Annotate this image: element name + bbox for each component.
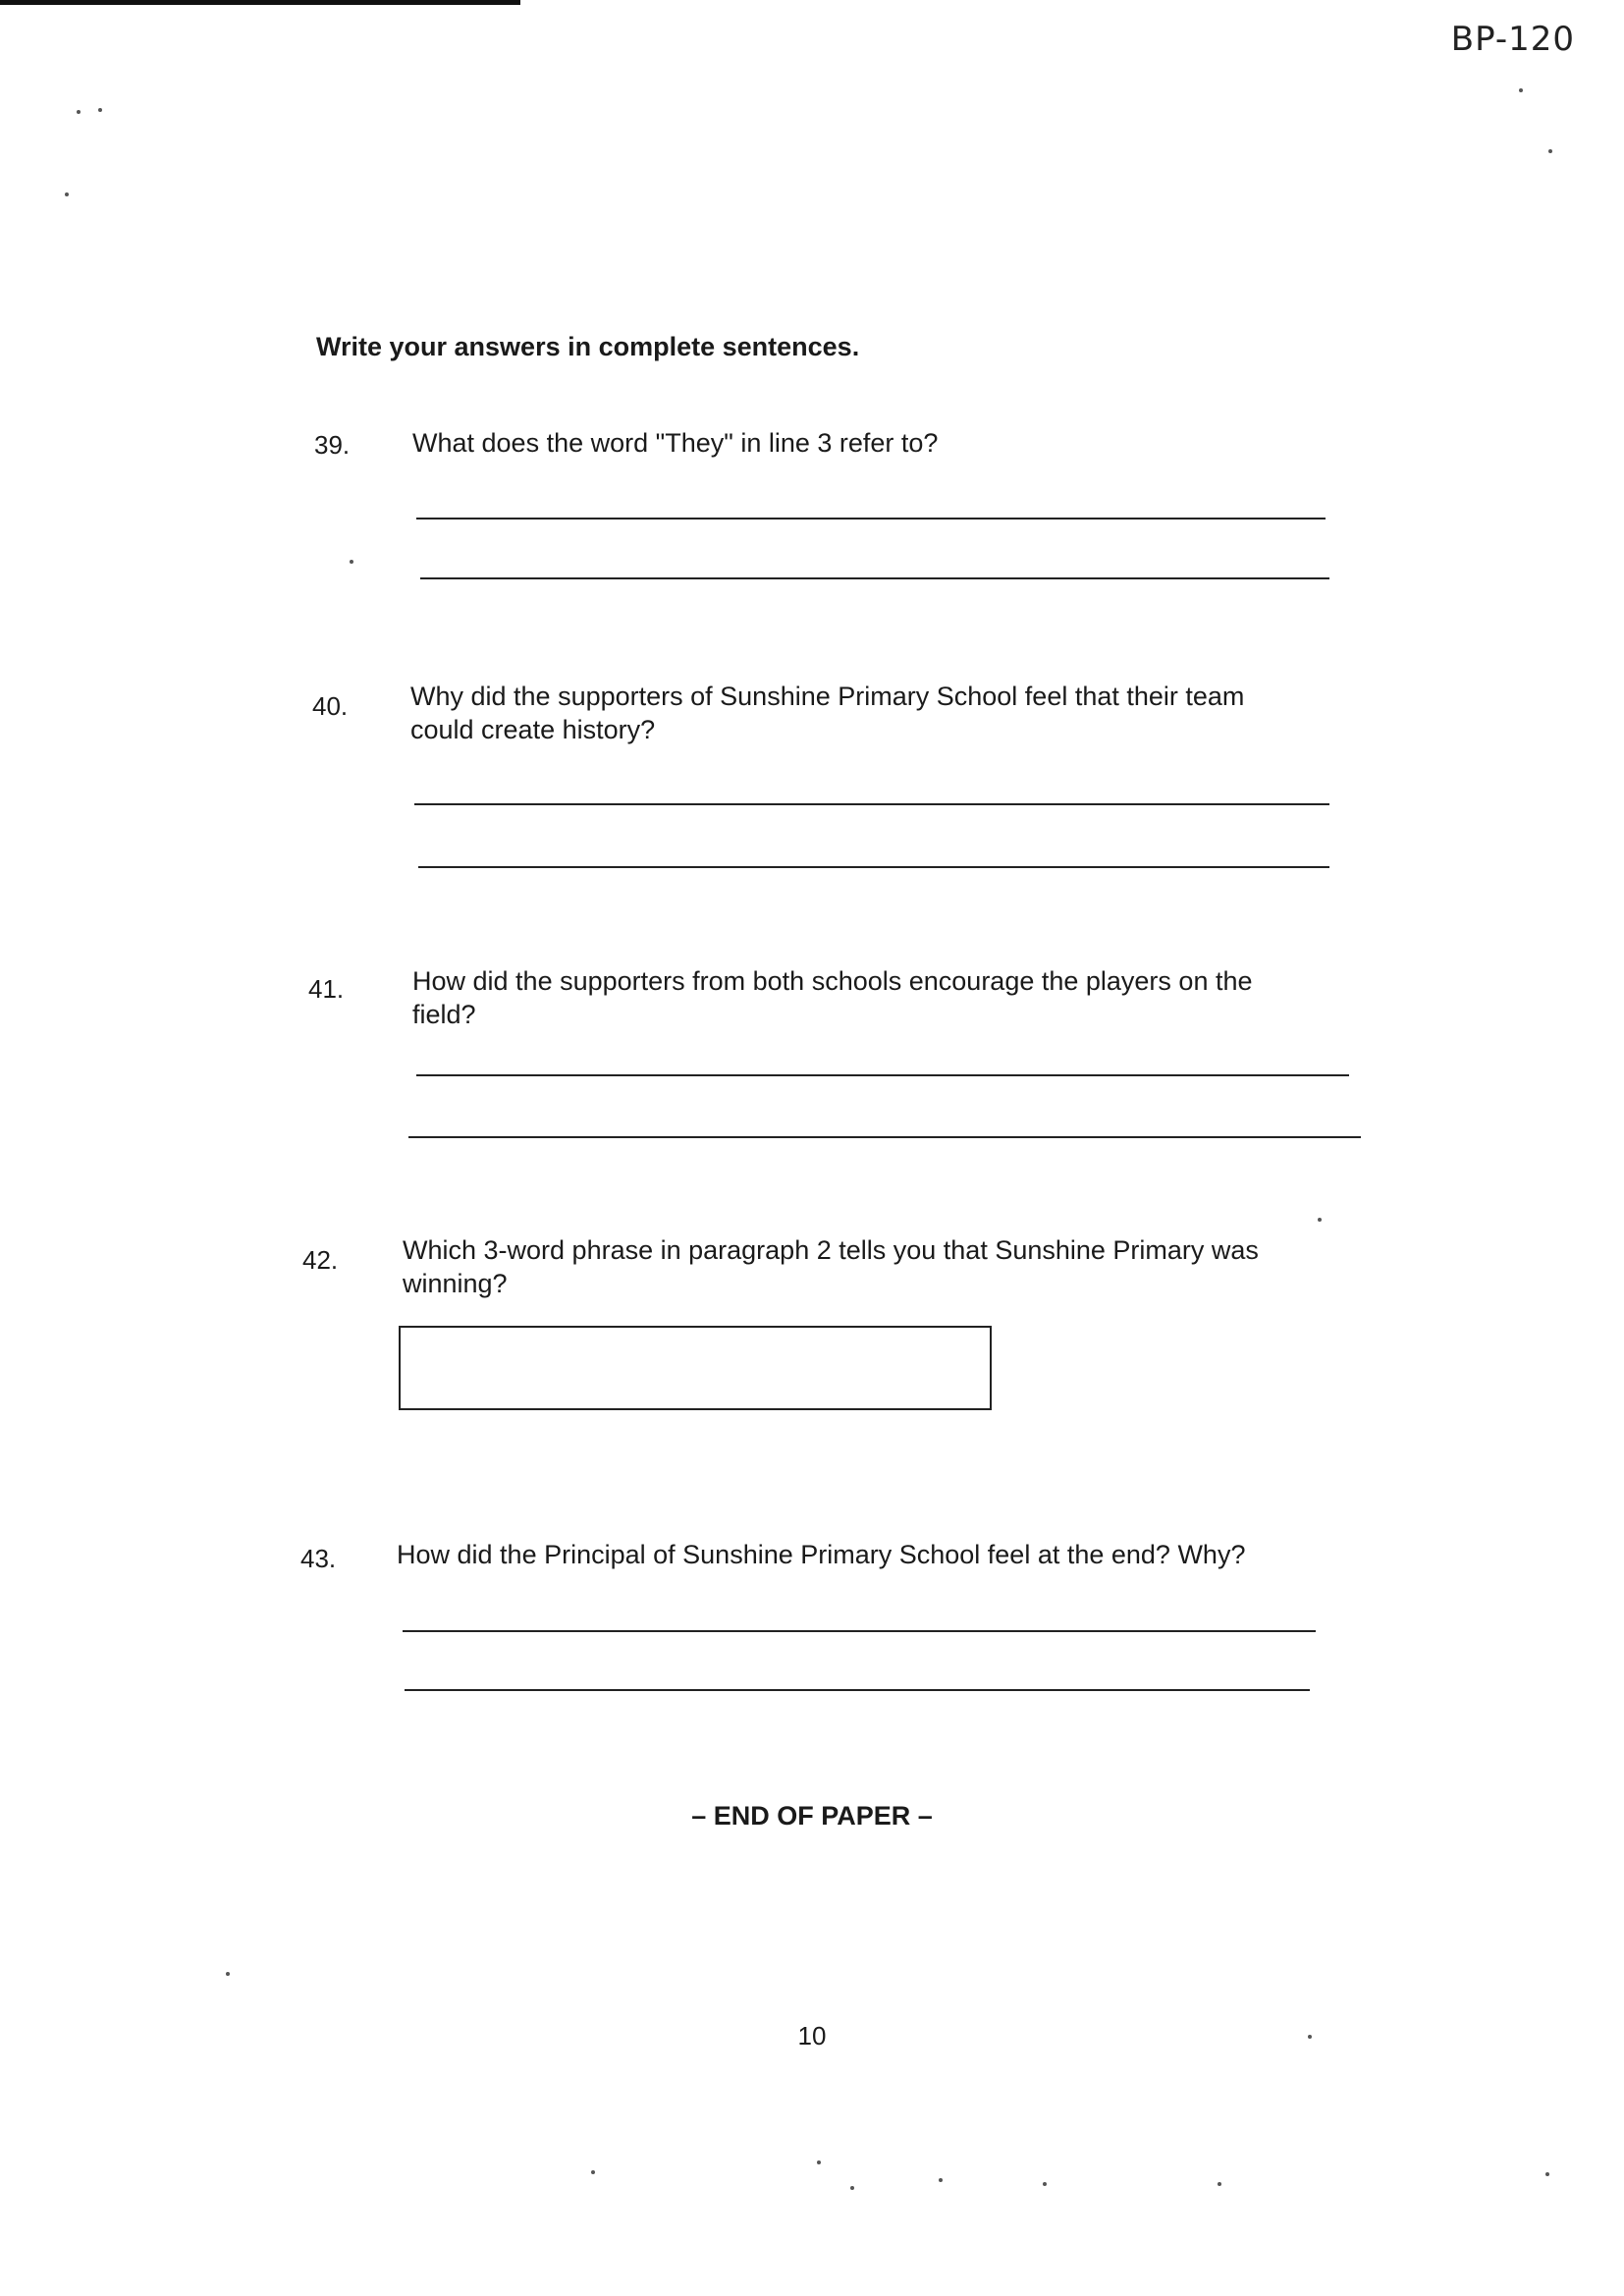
answer-line[interactable]	[408, 1136, 1361, 1138]
answer-line[interactable]	[418, 866, 1329, 868]
scan-speck	[1218, 2182, 1221, 2186]
paper-code: BP-120	[1450, 20, 1575, 59]
scan-edge-mark	[0, 0, 520, 5]
question-text: What does the word "They" in line 3 refer to?	[412, 428, 939, 458]
answer-box[interactable]	[399, 1326, 992, 1410]
scan-speck	[817, 2160, 821, 2164]
answer-line[interactable]	[405, 1689, 1310, 1691]
question-number: 39.	[314, 430, 351, 460]
answer-line[interactable]	[416, 518, 1326, 519]
page-number: 10	[797, 2021, 827, 2050]
end-of-paper: – END OF PAPER –	[691, 1801, 933, 1831]
question-number: 40.	[312, 691, 349, 721]
scan-speck	[1043, 2182, 1047, 2186]
scan-speck	[939, 2178, 943, 2182]
scan-speck	[1545, 2172, 1549, 2176]
scan-speck	[1318, 1218, 1322, 1222]
question-number: 42.	[302, 1245, 339, 1275]
question-text: How did the Principal of Sunshine Primary School feel at the end? Why?	[397, 1540, 1246, 1569]
question-text: Which 3-word phrase in paragraph 2 tells you that Sunshine Primary was winning?	[403, 1235, 1259, 1298]
question-text: How did the supporters from both schools encourage the players on the field?	[412, 966, 1253, 1029]
scan-speck	[350, 560, 353, 564]
question-number: 43.	[300, 1544, 337, 1573]
question-number: 41.	[308, 974, 345, 1004]
scan-speck	[1548, 149, 1552, 153]
instruction-heading: Write your answers in complete sentences.	[316, 332, 860, 361]
scan-speck	[77, 110, 81, 114]
scan-speck	[850, 2186, 854, 2190]
scan-speck	[65, 192, 69, 196]
scan-speck	[1308, 2035, 1312, 2039]
scan-speck	[591, 2170, 595, 2174]
scan-speck	[226, 1972, 230, 1976]
scan-speck	[98, 108, 102, 112]
answer-line[interactable]	[403, 1630, 1316, 1632]
answer-line[interactable]	[420, 577, 1329, 579]
answer-line[interactable]	[416, 1074, 1349, 1076]
question-text: Why did the supporters of Sunshine Primary School feel that their team could create history?	[410, 682, 1245, 744]
scan-speck	[1519, 88, 1523, 92]
answer-line[interactable]	[414, 803, 1329, 805]
